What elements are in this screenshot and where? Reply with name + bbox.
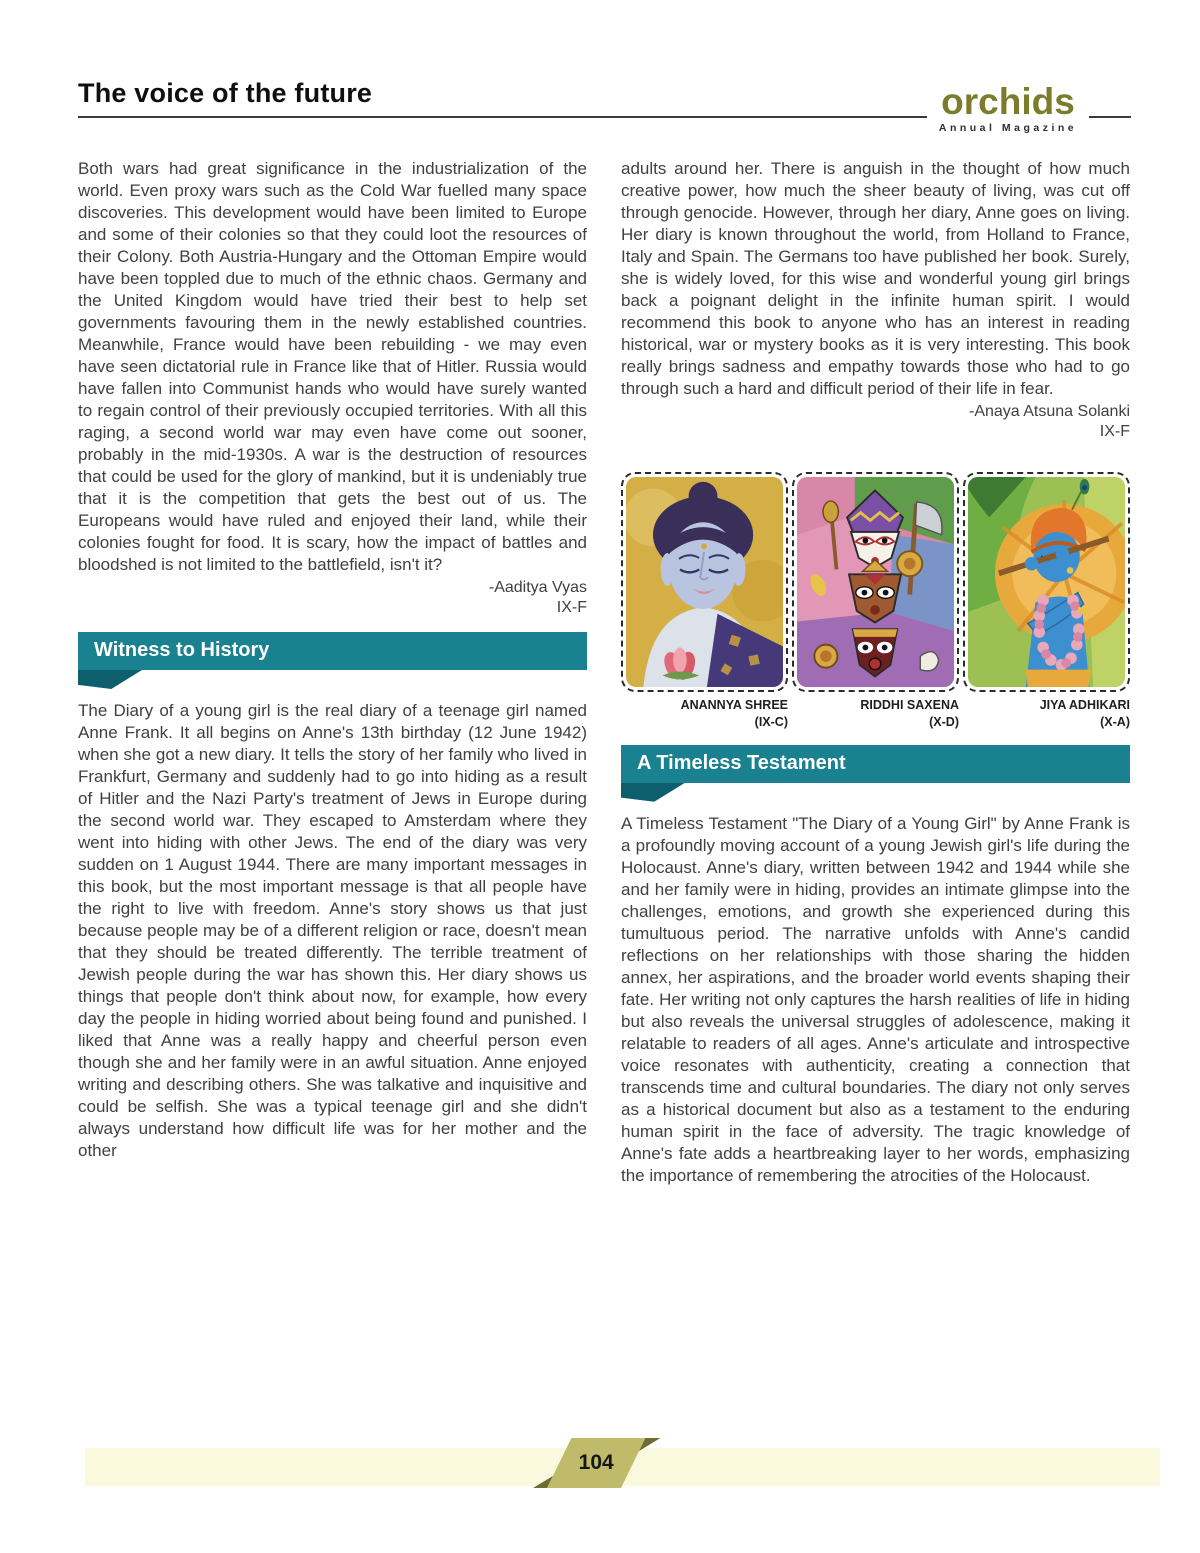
artwork-card <box>621 472 788 731</box>
right-column <box>621 158 1130 1187</box>
artwork-caption <box>621 697 788 731</box>
buddha-painting-illustration <box>626 477 783 687</box>
goddess-masks-artwork-image <box>792 472 959 692</box>
war-essay-paragraph: Both wars had great significance in the industrialization of the world. Even proxy wars such as the Cold War fuelled many space discoveries. This development would have been limited to Europe and some of their colonies so that they could loot the resources of their Colony. Both Austria-Hungary and the Ottoman Empire would have been toppled due to much of the ethnic chaos. Germany and the United Kingdom would have tried their best to help set governments favouring them in the newly established countries. Meanwhile, France would have been rebuilding - we may even have seen dictatorial rule in France like that of Hitler. Russia would have fallen into Communist hands who would have surely wanted to regain control of their previously occupied territories. With all this raging, a second world war may even have come out sooner, probably in the mid-1930s. A war is the destruction of resources that could be used for the glory of mankind, but it is undeniably true that it is the competition that gets the best out of us. The Europeans would have ruled and enjoyed their land, while their colonies fought for food. It is scary, how the impact of battles and bloodshed is not limited to the battlefield, isn't it? <box>78 159 587 574</box>
page-title: The voice of the future <box>78 78 373 108</box>
artwork-card <box>963 472 1130 731</box>
artwork-caption <box>792 697 959 731</box>
artist-name: ANANNYA SHREE <box>680 698 788 712</box>
banner-fold <box>621 783 685 802</box>
goddess-masks-illustration <box>797 477 954 687</box>
review-author-class: IX-F <box>1099 423 1130 440</box>
orchids-logo-tagline: Annual Magazine <box>938 122 1078 135</box>
buddha-artwork-image <box>621 472 788 692</box>
krishna-artwork-image <box>963 472 1130 692</box>
left-column <box>78 158 587 1187</box>
review-paragraph: adults around her. There is anguish in the thought of how much creative power, how much the sheer beauty of living, was cut off through genocide. However, through her diary, Anne goes on living. Her diary is known throughout the world, from Holland to France, Italy and Spain. The Germans too have published her book. Surely, she is widely loved, for this wise and wonderful young girl brings back a poignant delight in the infinite human spirit. I would recommend this book to anyone who has an interest in reading historical, war or mystery books as it is very interesting. This book really brings sadness and empathy towards those who had to go through such a hard and difficult period of their life in fear. <box>621 159 1130 398</box>
header-rule-short <box>1089 116 1131 118</box>
artist-name: RIDDHI SAXENA <box>860 698 959 712</box>
artist-grade: (IX-C) <box>754 714 788 729</box>
header-rule <box>78 116 927 118</box>
war-essay-author: -Aaditya Vyas <box>488 579 587 596</box>
review-attribution <box>621 402 1130 442</box>
krishna-flute-illustration <box>968 477 1125 687</box>
witness-to-history-banner <box>78 632 587 670</box>
artwork-card <box>792 472 959 731</box>
page-number-ribbon <box>547 1438 645 1488</box>
war-essay-attribution <box>78 578 587 618</box>
student-artworks-row <box>621 472 1130 731</box>
orchids-logo-text: orchids <box>941 81 1075 122</box>
orchids-logo <box>932 81 1084 135</box>
review-author: -Anaya Atsuna Solanki <box>969 403 1130 420</box>
witness-article-paragraph: The Diary of a young girl is the real diary of a teenage girl named Anne Frank. It all begins on Anne's 13th birthday (12 June 1942) when she got a new diary. It tells the story of her family who lived in Frankfurt, Germany and suddenly had to go into hiding as a result of Hitler and the Nazi Party's treatment of Jews in Europe during the second world war. They escaped to Amsterdam where they went into hiding with other Jews. The end of the diary was very sudden on 1 August 1944. There are many important messages in this book, but the most important message is that all people have the right to live with freedom. Anne's story shows us that just because people may be of a different religion or race, doesn't mean that they should be treated differently. The terrible treatment of Jewish people during the war has shown this. Her diary shows us things that people don't think about now, for example, how every day the people in hiding worried about being found and punished. I liked that Anne was a really happy and cheerful person even though she and her family were in an awful situation. Anne enjoyed writing and describing others. She was talkative and inquisitive and could be selfish. She was a typical teenage girl and she didn't always understand how difficult life was for her mother and the other <box>78 701 587 1160</box>
timeless-testament-banner <box>621 745 1130 783</box>
page-content <box>78 158 1130 1187</box>
banner-fold <box>78 670 142 689</box>
war-essay-author-class: IX-F <box>556 599 587 616</box>
artwork-caption <box>963 697 1130 731</box>
artist-grade: (X-D) <box>929 714 959 729</box>
page-number: 104 <box>578 1451 614 1474</box>
timeless-testament-heading: A Timeless Testament <box>637 751 846 774</box>
timeless-article-paragraph: A Timeless Testament "The Diary of a Young Girl" by Anne Frank is a profoundly moving account of a young Jewish girl's life during the Holocaust. Anne's diary, written between 1942 and 1944 while she and her family were in hiding, provides an intimate glimpse into the challenges, emotions, and growth she experienced during this tumultuous period. The narrative unfolds with Anne's candid reflections on her relationships with those sharing the hidden annex, her aspirations, and the broader world events shaping their fate. Her writing not only captures the harsh realities of life in hiding but also reveals the universal struggles of adolescence, making it relatable to readers of all ages. Anne's articulate and introspective voice resonates with authenticity, creating a connection that transcends time and cultural boundaries. The diary not only serves as a historical document but also as a testament to the enduring human spirit in the face of adversity. The tragic knowledge of Anne's fate adds a heartbreaking layer to her words, emphasizing the importance of remembering the atrocities of the Holocaust. <box>621 813 1130 1185</box>
artist-name: JIYA ADHIKARI <box>1039 698 1130 712</box>
witness-to-history-heading: Witness to History <box>94 639 270 661</box>
artist-grade: (X-A) <box>1100 714 1130 729</box>
